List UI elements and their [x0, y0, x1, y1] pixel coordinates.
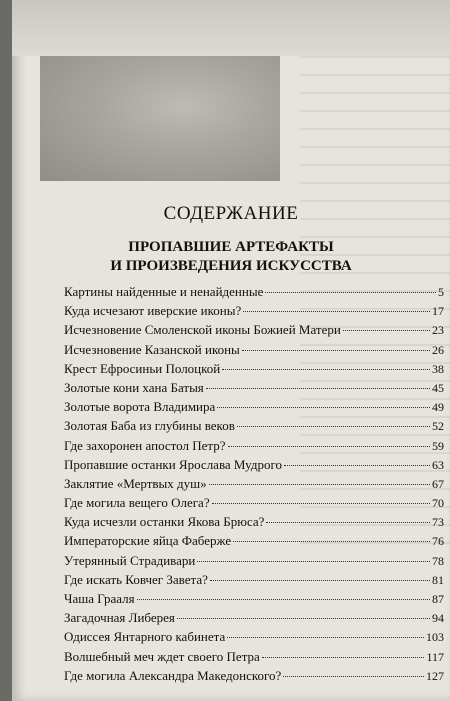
toc-entry-page-number: 78 [432, 553, 444, 568]
toc-leader-dots [228, 446, 430, 447]
toc-leader-dots [227, 637, 424, 638]
toc-leader-dots [266, 522, 430, 523]
toc-entry [64, 438, 444, 457]
toc-entry-title: Чаша Грааля [64, 591, 135, 606]
toc-entry [64, 342, 444, 361]
toc-entry-page-number: 59 [432, 438, 444, 453]
toc-leader-dots [233, 541, 430, 542]
page-title: СОДЕРЖАНИЕ [163, 203, 299, 224]
toc-leader-dots [284, 465, 430, 466]
toc-entry [64, 418, 444, 437]
toc-entry-title: Пропавшие останки Ярослава Мудрого [64, 456, 282, 472]
toc-leader-dots [237, 426, 430, 427]
toc-entry-page-number: 76 [432, 534, 444, 549]
toc-entry [64, 476, 444, 495]
toc-entry-title: Императорские яйца Фаберже [64, 533, 232, 549]
toc-entry-title: Картины найденные и ненайденные [64, 284, 264, 299]
toc-entry-page-number: 17 [432, 304, 444, 319]
toc-entry [64, 514, 444, 533]
toc-entry [64, 380, 444, 399]
toc-entry-title: Волшебный меч ждет своего Петра [64, 648, 260, 664]
toc-entry-page-number: 45 [432, 380, 444, 395]
running-header [12, 0, 450, 56]
toc-entry-page-number: 26 [432, 342, 444, 357]
toc-entry-page-number: 73 [432, 515, 444, 530]
toc-entry-title: Заклятие «Мертвых душ» [64, 475, 207, 491]
toc-entry-page-number: 127 [426, 668, 444, 683]
toc-leader-dots [217, 407, 430, 408]
toc-entry-title: Крест Ефросиньи Полоцкой [64, 360, 221, 376]
toc-entry-title: Одиссея Янтарного кабинета [64, 629, 226, 645]
toc-entry-page-number: 5 [438, 285, 444, 299]
toc-entry [64, 591, 444, 610]
section-heading-line1: ПРОПАВШИЕ АРТЕФАКТЫ [128, 239, 334, 255]
toc-leader-dots [262, 657, 425, 658]
table-of-contents [64, 284, 444, 687]
toc-entry-page-number: 67 [432, 476, 444, 491]
toc-entry-title: Загадочная Либерея [64, 610, 175, 626]
toc-entry [64, 649, 444, 668]
photo-illustration [40, 56, 280, 181]
toc-leader-dots [206, 388, 430, 389]
toc-entry [64, 284, 444, 303]
section-heading-line2: И ПРОИЗВЕДЕНИЯ ИСКУССТВА [110, 258, 352, 274]
toc-entry [64, 495, 444, 514]
toc-entry [64, 610, 444, 629]
toc-entry [64, 668, 444, 687]
toc-entry [64, 361, 444, 380]
toc-entry [64, 553, 444, 572]
toc-leader-dots [210, 580, 430, 581]
toc-entry-page-number: 117 [426, 649, 444, 664]
toc-entry-title: Золотые ворота Владимира [64, 399, 216, 415]
toc-leader-dots [243, 311, 430, 312]
toc-entry-title: Золотые кони хана Батыя [64, 379, 204, 395]
toc-leader-dots [343, 330, 430, 331]
toc-entry [64, 533, 444, 552]
toc-leader-dots [209, 484, 430, 485]
toc-entry [64, 303, 444, 322]
book-page [12, 0, 450, 701]
toc-leader-dots [197, 561, 430, 562]
toc-entry-title: Куда исчезли останки Якова Брюса? [64, 514, 265, 530]
toc-leader-dots [137, 599, 430, 600]
toc-leader-dots [177, 618, 430, 619]
toc-entry-page-number: 38 [432, 361, 444, 376]
toc-entry-title: Золотая Баба из глубины веков [64, 418, 235, 434]
toc-entry-page-number: 94 [432, 611, 444, 626]
toc-entry-page-number: 81 [432, 572, 444, 587]
toc-entry [64, 629, 444, 648]
toc-entry-page-number: 63 [432, 457, 444, 472]
toc-entry-page-number: 52 [432, 419, 444, 434]
toc-leader-dots [212, 503, 430, 504]
toc-entry-title: Утерянный Страдивари [64, 552, 196, 568]
toc-leader-dots [265, 292, 436, 293]
toc-entry [64, 399, 444, 418]
toc-entry-title: Где искать Ковчег Завета? [64, 571, 208, 587]
toc-entry-title: Где захоронен апостол Петр? [64, 437, 226, 453]
toc-entry-page-number: 23 [432, 323, 444, 338]
toc-entry-page-number: 103 [426, 630, 444, 645]
toc-entry [64, 322, 444, 341]
toc-entry-title: Куда исчезают иверские иконы? [64, 303, 242, 319]
toc-entry [64, 457, 444, 476]
toc-entry-title: Исчезновение Смоленской иконы Божией Матери [64, 322, 341, 338]
section-heading [24, 238, 438, 276]
toc-entry [64, 572, 444, 591]
toc-entry-page-number: 70 [432, 496, 444, 511]
toc-leader-dots [222, 369, 430, 370]
toc-entry-page-number: 49 [432, 400, 444, 415]
toc-entry-page-number: 87 [432, 592, 444, 606]
toc-entry-title: Где могила вещего Олега? [64, 495, 210, 511]
toc-leader-dots [242, 350, 430, 351]
toc-entry-title: Где могила Александра Македонского? [64, 667, 282, 683]
toc-entry-title: Исчезновение Казанской иконы [64, 341, 240, 357]
toc-leader-dots [283, 676, 424, 677]
